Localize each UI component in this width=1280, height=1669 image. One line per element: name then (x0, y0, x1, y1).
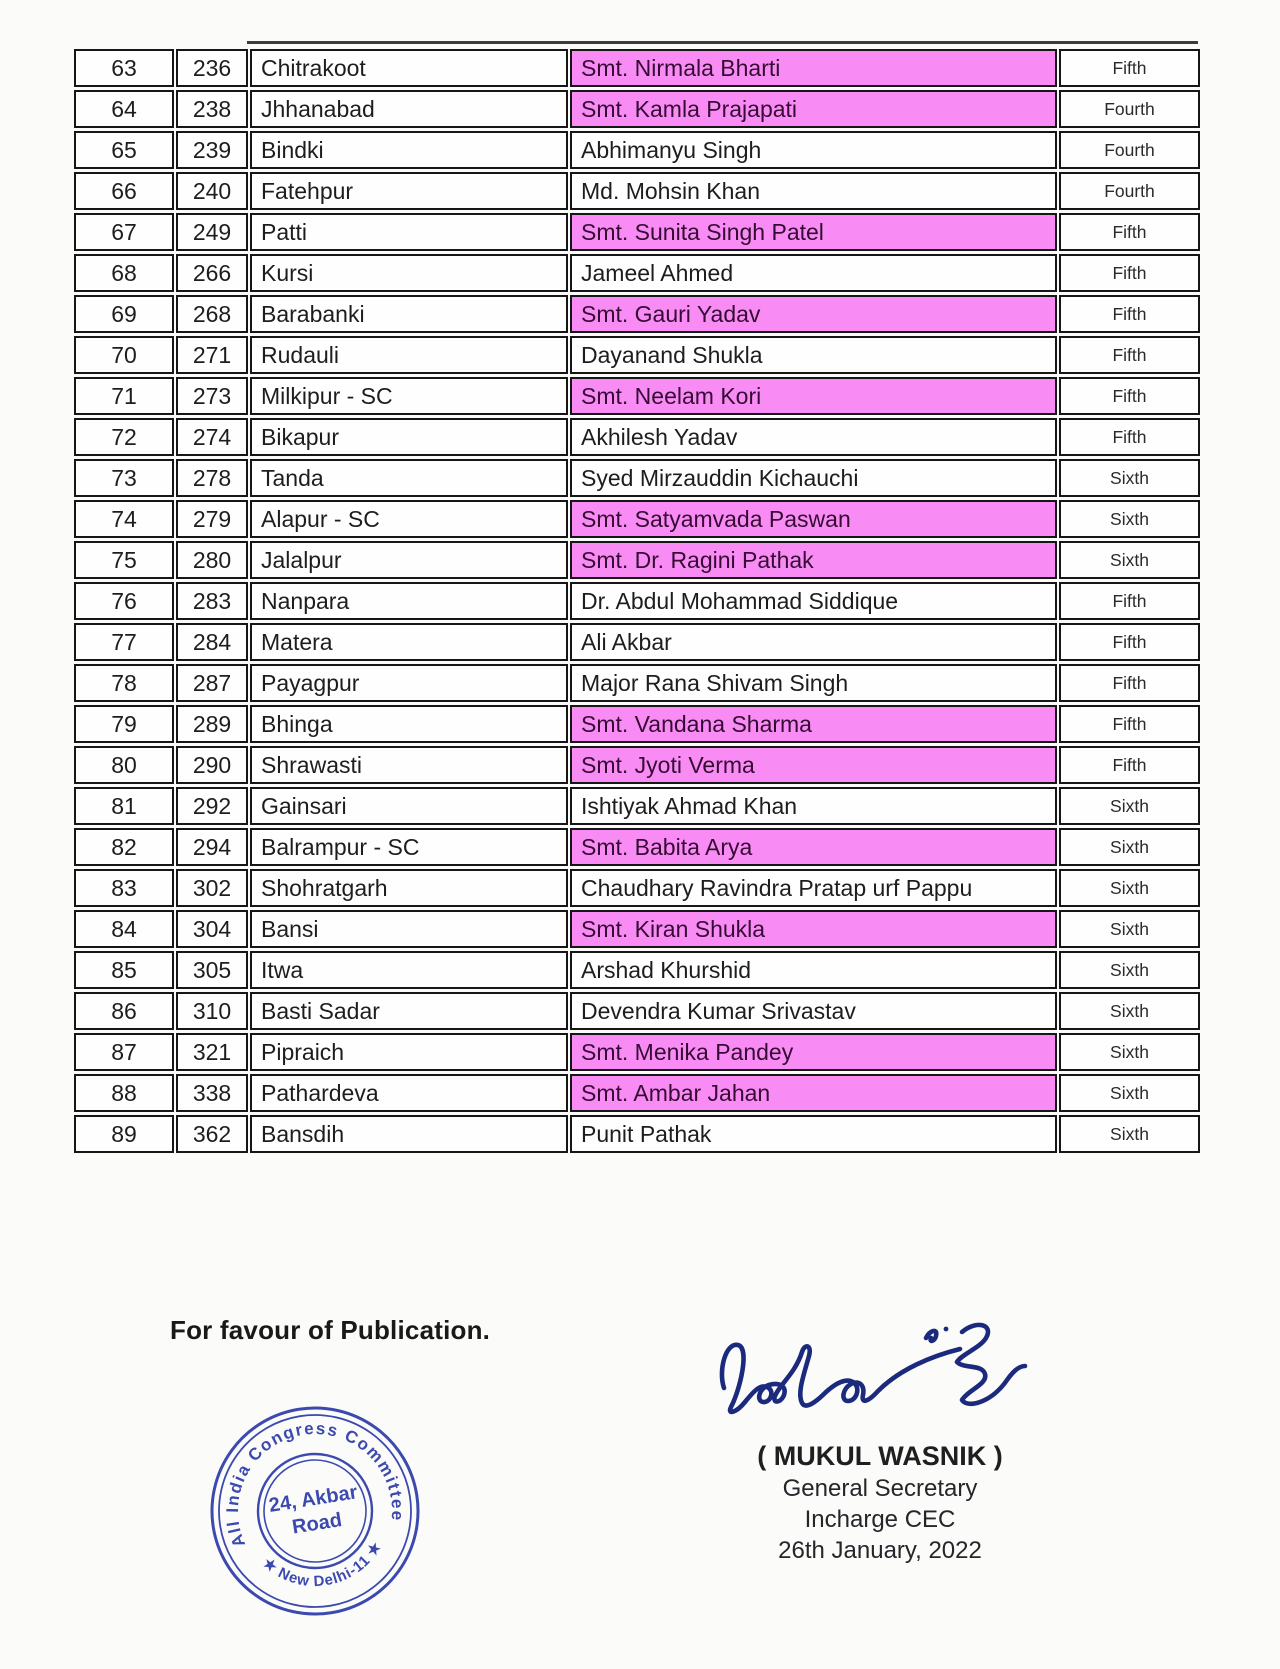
signature-block (698, 1312, 1062, 1566)
constituency-name-cell: Alapur - SC (250, 500, 568, 538)
table-row (74, 951, 1200, 989)
serial-number-cell: 69 (74, 295, 174, 333)
table-row (74, 664, 1200, 702)
candidate-name-cell: Smt. Jyoti Verma (570, 746, 1057, 784)
candidate-name-cell: Smt. Dr. Ragini Pathak (570, 541, 1057, 579)
constituency-number-cell: 302 (176, 869, 248, 907)
stamp-address-line1: 24, Akbar (267, 1481, 359, 1517)
constituency-number-cell: 236 (176, 49, 248, 87)
constituency-name-cell: Payagpur (250, 664, 568, 702)
table-row (74, 49, 1200, 87)
table-row (74, 336, 1200, 374)
serial-number-cell: 65 (74, 131, 174, 169)
table-row (74, 90, 1200, 128)
candidate-name-cell: Smt. Kamla Prajapati (570, 90, 1057, 128)
serial-number-cell: 85 (74, 951, 174, 989)
constituency-name-cell: Rudauli (250, 336, 568, 374)
serial-number-cell: 75 (74, 541, 174, 579)
constituency-name-cell: Bhinga (250, 705, 568, 743)
table-row (74, 787, 1200, 825)
constituency-number-cell: 274 (176, 418, 248, 456)
constituency-name-cell: Pathardeva (250, 1074, 568, 1112)
serial-number-cell: 71 (74, 377, 174, 415)
phase-cell: Sixth (1059, 910, 1200, 948)
phase-cell: Sixth (1059, 541, 1200, 579)
serial-number-cell: 81 (74, 787, 174, 825)
phase-cell: Sixth (1059, 1115, 1200, 1153)
phase-cell: Fifth (1059, 623, 1200, 661)
constituency-number-cell: 289 (176, 705, 248, 743)
table-row (74, 1033, 1200, 1071)
constituency-number-cell: 279 (176, 500, 248, 538)
phase-cell: Sixth (1059, 500, 1200, 538)
candidate-table-body (74, 49, 1200, 1153)
serial-number-cell: 87 (74, 1033, 174, 1071)
phase-cell: Sixth (1059, 787, 1200, 825)
constituency-number-cell: 268 (176, 295, 248, 333)
constituency-number-cell: 266 (176, 254, 248, 292)
phase-cell: Sixth (1059, 992, 1200, 1030)
constituency-number-cell: 290 (176, 746, 248, 784)
candidate-name-cell: Major Rana Shivam Singh (570, 664, 1057, 702)
candidate-name-cell: Smt. Kiran Shukla (570, 910, 1057, 948)
phase-cell: Fifth (1059, 49, 1200, 87)
table-row (74, 213, 1200, 251)
serial-number-cell: 82 (74, 828, 174, 866)
table-row (74, 1115, 1200, 1153)
candidate-name-cell: Smt. Satyamvada Paswan (570, 500, 1057, 538)
constituency-name-cell: Fatehpur (250, 172, 568, 210)
phase-cell: Sixth (1059, 869, 1200, 907)
table-row (74, 500, 1200, 538)
candidate-name-cell: Ishtiyak Ahmad Khan (570, 787, 1057, 825)
serial-number-cell: 76 (74, 582, 174, 620)
constituency-name-cell: Bansi (250, 910, 568, 948)
constituency-number-cell: 278 (176, 459, 248, 497)
phase-cell: Fifth (1059, 213, 1200, 251)
constituency-name-cell: Shrawasti (250, 746, 568, 784)
table-row (74, 541, 1200, 579)
phase-cell: Fourth (1059, 172, 1200, 210)
constituency-name-cell: Jalalpur (250, 541, 568, 579)
candidate-name-cell: Smt. Gauri Yadav (570, 295, 1057, 333)
signature-date: 26th January, 2022 (778, 1537, 982, 1564)
table-row (74, 377, 1200, 415)
table-row (74, 623, 1200, 661)
table-row (74, 869, 1200, 907)
constituency-name-cell: Balrampur - SC (250, 828, 568, 866)
candidate-name-cell: Dr. Abdul Mohammad Siddique (570, 582, 1057, 620)
constituency-name-cell: Tanda (250, 459, 568, 497)
serial-number-cell: 63 (74, 49, 174, 87)
constituency-name-cell: Barabanki (250, 295, 568, 333)
serial-number-cell: 68 (74, 254, 174, 292)
candidate-name-cell: Akhilesh Yadav (570, 418, 1057, 456)
signatory-title: General Secretary (782, 1475, 978, 1502)
publication-note: For favour of Publication. (170, 1315, 491, 1345)
constituency-name-cell: Itwa (250, 951, 568, 989)
candidate-name-cell: Arshad Khurshid (570, 951, 1057, 989)
serial-number-cell: 88 (74, 1074, 174, 1112)
constituency-name-cell: Bindki (250, 131, 568, 169)
congress-committee-stamp-icon (203, 1399, 427, 1623)
serial-number-cell: 83 (74, 869, 174, 907)
candidate-name-cell: Jameel Ahmed (570, 254, 1057, 292)
table-row (74, 1074, 1200, 1112)
candidate-name-cell: Chaudhary Ravindra Pratap urf Pappu (570, 869, 1057, 907)
constituency-name-cell: Nanpara (250, 582, 568, 620)
candidate-name-cell: Smt. Sunita Singh Patel (570, 213, 1057, 251)
phase-cell: Sixth (1059, 1033, 1200, 1071)
constituency-name-cell: Chitrakoot (250, 49, 568, 87)
cropped-row-border (247, 41, 1198, 44)
phase-cell: Sixth (1059, 951, 1200, 989)
constituency-name-cell: Patti (250, 213, 568, 251)
phase-cell: Fifth (1059, 377, 1200, 415)
table-row (74, 992, 1200, 1030)
phase-cell: Fourth (1059, 90, 1200, 128)
constituency-name-cell: Bikapur (250, 418, 568, 456)
candidate-name-cell: Smt. Vandana Sharma (570, 705, 1057, 743)
constituency-number-cell: 305 (176, 951, 248, 989)
constituency-number-cell: 271 (176, 336, 248, 374)
constituency-number-cell: 284 (176, 623, 248, 661)
serial-number-cell: 79 (74, 705, 174, 743)
phase-cell: Fifth (1059, 336, 1200, 374)
candidate-name-cell: Abhimanyu Singh (570, 131, 1057, 169)
candidate-name-cell: Syed Mirzauddin Kichauchi (570, 459, 1057, 497)
phase-cell: Sixth (1059, 459, 1200, 497)
serial-number-cell: 84 (74, 910, 174, 948)
phase-cell: Sixth (1059, 1074, 1200, 1112)
constituency-number-cell: 304 (176, 910, 248, 948)
constituency-number-cell: 362 (176, 1115, 248, 1153)
constituency-number-cell: 287 (176, 664, 248, 702)
phase-cell: Fifth (1059, 664, 1200, 702)
serial-number-cell: 70 (74, 336, 174, 374)
constituency-name-cell: Jhhanabad (250, 90, 568, 128)
signatory-role: Incharge CEC (804, 1506, 956, 1533)
constituency-name-cell: Kursi (250, 254, 568, 292)
table-row (74, 131, 1200, 169)
table-row (74, 295, 1200, 333)
serial-number-cell: 89 (74, 1115, 174, 1153)
stamp-organization-text: All India Congress Committee (222, 1418, 408, 1550)
candidate-name-cell: Smt. Ambar Jahan (570, 1074, 1057, 1112)
table-row (74, 582, 1200, 620)
phase-cell: Fifth (1059, 254, 1200, 292)
candidate-name-cell: Dayanand Shukla (570, 336, 1057, 374)
phase-cell: Fifth (1059, 418, 1200, 456)
table-row (74, 172, 1200, 210)
candidate-table (72, 46, 1202, 1156)
serial-number-cell: 74 (74, 500, 174, 538)
constituency-number-cell: 238 (176, 90, 248, 128)
constituency-name-cell: Gainsari (250, 787, 568, 825)
table-row (74, 705, 1200, 743)
candidate-name-cell: Md. Mohsin Khan (570, 172, 1057, 210)
serial-number-cell: 67 (74, 213, 174, 251)
serial-number-cell: 66 (74, 172, 174, 210)
table-row (74, 459, 1200, 497)
phase-cell: Sixth (1059, 828, 1200, 866)
constituency-name-cell: Bansdih (250, 1115, 568, 1153)
serial-number-cell: 78 (74, 664, 174, 702)
signature-ink-icon (710, 1312, 1050, 1440)
constituency-number-cell: 240 (176, 172, 248, 210)
candidate-name-cell: Punit Pathak (570, 1115, 1057, 1153)
stamp-location-text: ★ New Delhi-11 ★ (259, 1538, 386, 1591)
phase-cell: Fifth (1059, 295, 1200, 333)
candidate-name-cell: Ali Akbar (570, 623, 1057, 661)
phase-cell: Fifth (1059, 746, 1200, 784)
candidate-name-cell: Smt. Menika Pandey (570, 1033, 1057, 1071)
constituency-number-cell: 239 (176, 131, 248, 169)
candidate-name-cell: Smt. Neelam Kori (570, 377, 1057, 415)
table-row (74, 910, 1200, 948)
candidate-name-cell: Devendra Kumar Srivastav (570, 992, 1057, 1030)
serial-number-cell: 77 (74, 623, 174, 661)
serial-number-cell: 80 (74, 746, 174, 784)
constituency-number-cell: 283 (176, 582, 248, 620)
serial-number-cell: 72 (74, 418, 174, 456)
phase-cell: Fifth (1059, 705, 1200, 743)
table-row (74, 746, 1200, 784)
constituency-name-cell: Pipraich (250, 1033, 568, 1071)
table-row (74, 254, 1200, 292)
serial-number-cell: 86 (74, 992, 174, 1030)
phase-cell: Fifth (1059, 582, 1200, 620)
candidate-name-cell: Smt. Babita Arya (570, 828, 1057, 866)
constituency-number-cell: 249 (176, 213, 248, 251)
constituency-name-cell: Shohratgarh (250, 869, 568, 907)
phase-cell: Fourth (1059, 131, 1200, 169)
stamp-address-line2: Road (290, 1509, 344, 1539)
constituency-name-cell: Matera (250, 623, 568, 661)
constituency-number-cell: 273 (176, 377, 248, 415)
constituency-number-cell: 294 (176, 828, 248, 866)
constituency-name-cell: Basti Sadar (250, 992, 568, 1030)
constituency-number-cell: 338 (176, 1074, 248, 1112)
table-row (74, 418, 1200, 456)
constituency-number-cell: 321 (176, 1033, 248, 1071)
table-row (74, 828, 1200, 866)
serial-number-cell: 73 (74, 459, 174, 497)
constituency-name-cell: Milkipur - SC (250, 377, 568, 415)
signatory-name: ( MUKUL WASNIK ) (757, 1441, 1003, 1471)
constituency-number-cell: 280 (176, 541, 248, 579)
constituency-number-cell: 292 (176, 787, 248, 825)
serial-number-cell: 64 (74, 90, 174, 128)
candidate-name-cell: Smt. Nirmala Bharti (570, 49, 1057, 87)
constituency-number-cell: 310 (176, 992, 248, 1030)
